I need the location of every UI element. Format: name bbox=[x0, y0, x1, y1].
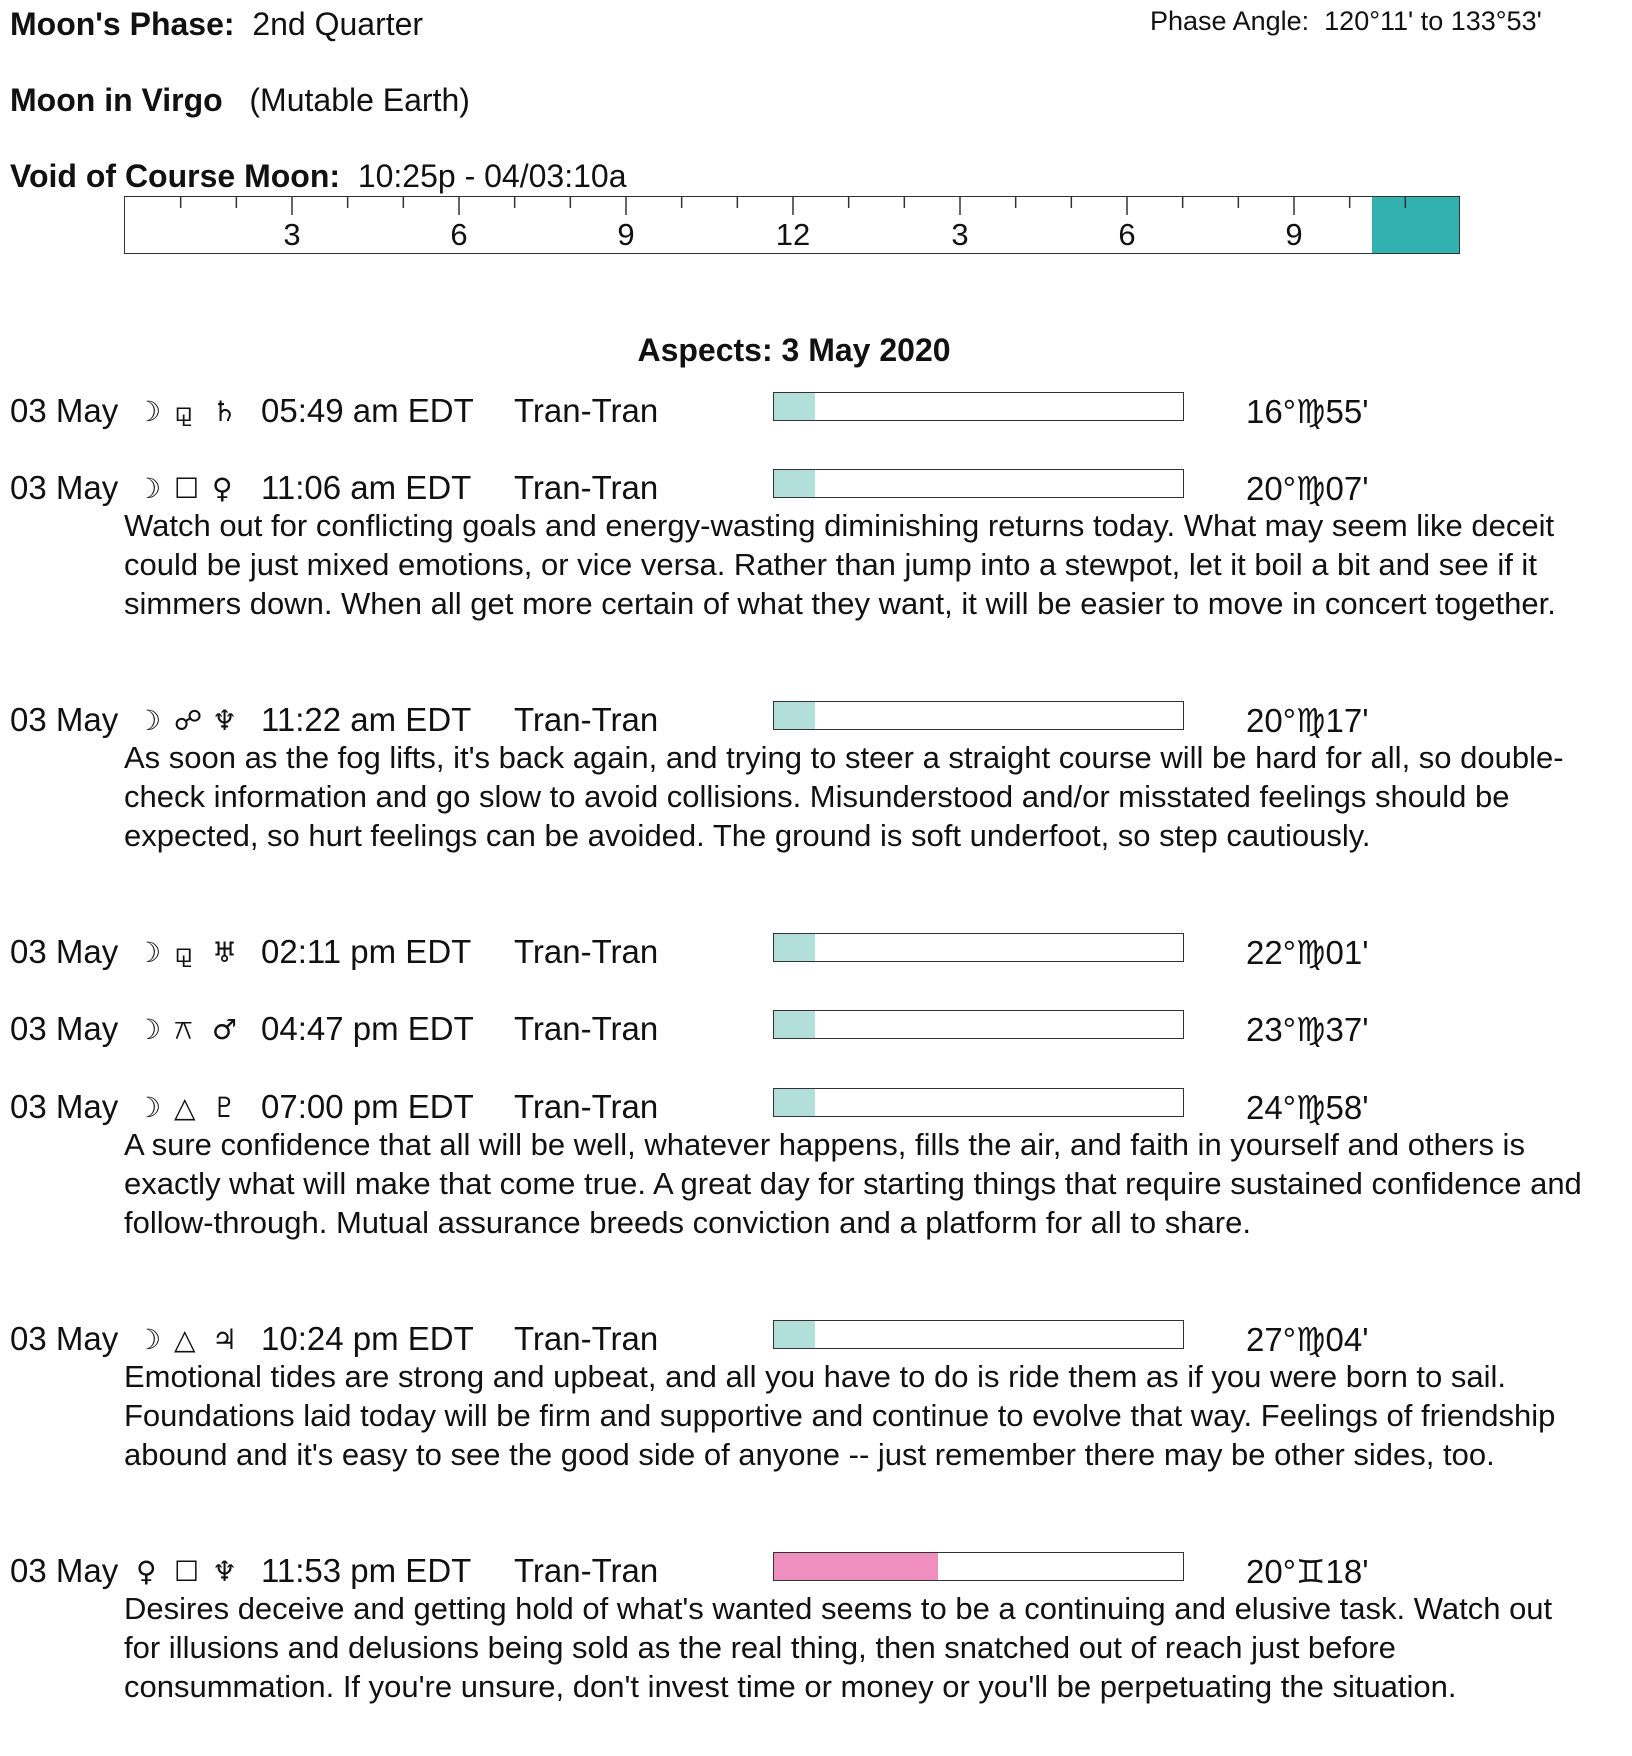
aspect-row bbox=[0, 701, 1632, 743]
aspect-icon: △ bbox=[174, 1323, 196, 1356]
moon-sign-detail: (Mutable Earth) bbox=[249, 82, 470, 118]
aspect-date: 03 May bbox=[10, 1010, 119, 1047]
planet-2-icon: ♅ bbox=[212, 936, 238, 969]
hour-label: 6 bbox=[1118, 217, 1136, 252]
voc-timeline bbox=[124, 196, 1460, 254]
aspect-strength-fill bbox=[774, 934, 815, 961]
aspect-description: As soon as the fog lifts, it's back again, and trying to steer a straight course will be hard for all, so double-check information and go slow to avoid collisions. Misunderstood and/or misstated feelings should be expected, so hurt feelings can be avoided. The ground is soft underfoot, so step cautiously. bbox=[124, 740, 1564, 853]
phase-angle-label: Phase Angle: bbox=[1150, 6, 1310, 36]
aspect-row bbox=[0, 469, 1632, 511]
moon-sign-line bbox=[10, 82, 470, 119]
aspect-strength-bar bbox=[773, 1010, 1184, 1039]
aspect-description: Emotional tides are strong and upbeat, and all you have to do is ride them as if you were born to sail. Foundations laid today will be firm and supportive and continue to evolve that way. Feelings of friendship abound and it's easy to see the good side of anyone -- just remember there may be other sides, too. bbox=[124, 1359, 1556, 1472]
aspect-icon: ⚼ bbox=[174, 936, 194, 969]
voc-label: Void of Course Moon: bbox=[10, 158, 341, 194]
aspect-row bbox=[0, 392, 1632, 434]
aspect-position: 27°♍04' bbox=[1246, 1321, 1369, 1358]
aspect-icon: ⚻ bbox=[174, 1013, 193, 1046]
aspect-type: Tran-Tran bbox=[514, 1552, 659, 1589]
aspect-strength-bar bbox=[773, 469, 1184, 498]
moon-phase-line bbox=[10, 6, 423, 43]
planet-2-icon: ♂ bbox=[212, 1013, 238, 1046]
planet-1-icon: ☽ bbox=[136, 395, 162, 428]
moon-sign-label: Moon in Virgo bbox=[10, 82, 223, 118]
planet-2-icon: ♃ bbox=[212, 1323, 238, 1356]
aspect-row bbox=[0, 1552, 1632, 1594]
aspect-strength-fill bbox=[774, 1089, 815, 1116]
hour-label: 9 bbox=[1285, 217, 1303, 252]
planet-1-icon: ☽ bbox=[136, 704, 162, 737]
aspect-description: A sure confidence that all will be well, whatever happens, fills the air, and faith in yourself and others is exactly what will make that come true. A great day for starting things that require sustained confidence and follow-through. Mutual assurance breeds conviction and a platform for all to share. bbox=[124, 1127, 1582, 1240]
aspect-icon: ☍ bbox=[174, 704, 203, 737]
aspect-strength-fill bbox=[774, 470, 815, 497]
aspect-time: 04:47 pm EDT bbox=[261, 1010, 474, 1047]
aspect-time: 10:24 pm EDT bbox=[261, 1320, 474, 1357]
aspect-icon: ☐ bbox=[174, 1555, 200, 1588]
aspect-date: 03 May bbox=[10, 1320, 119, 1357]
aspect-type: Tran-Tran bbox=[514, 701, 659, 738]
planet-1-icon: ☽ bbox=[136, 936, 162, 969]
aspect-icon: ⚼ bbox=[174, 395, 194, 428]
aspect-type: Tran-Tran bbox=[514, 1088, 659, 1125]
aspect-time: 05:49 am EDT bbox=[261, 392, 474, 429]
aspect-date: 03 May bbox=[10, 392, 119, 429]
aspect-icon: ☐ bbox=[174, 472, 200, 505]
aspect-strength-bar bbox=[773, 933, 1184, 962]
planet-1-icon: ♀ bbox=[136, 1555, 157, 1588]
aspect-icon: △ bbox=[174, 1091, 196, 1124]
aspect-type: Tran-Tran bbox=[514, 1010, 659, 1047]
aspect-time: 11:22 am EDT bbox=[261, 701, 472, 738]
planet-2-icon: ♆ bbox=[212, 704, 238, 737]
aspect-date: 03 May bbox=[10, 469, 119, 506]
planet-1-icon: ☽ bbox=[136, 472, 162, 505]
planet-2-icon: ♇ bbox=[212, 1091, 238, 1124]
aspect-strength-fill bbox=[774, 702, 815, 729]
aspect-type: Tran-Tran bbox=[514, 392, 659, 429]
phase-angle-value: 120°11' to 133°53' bbox=[1324, 6, 1542, 36]
aspect-position: 20°♍07' bbox=[1246, 470, 1369, 507]
hour-label: 3 bbox=[283, 217, 301, 252]
hour-label: 6 bbox=[450, 217, 468, 252]
aspect-time: 11:53 pm EDT bbox=[261, 1552, 472, 1589]
aspect-strength-bar bbox=[773, 1552, 1184, 1581]
aspect-type: Tran-Tran bbox=[514, 933, 659, 970]
voc-line bbox=[10, 158, 626, 195]
aspect-strength-fill bbox=[774, 1553, 938, 1580]
moon-phase-value: 2nd Quarter bbox=[252, 6, 424, 42]
aspect-row bbox=[0, 1010, 1632, 1052]
aspect-position: 24°♍58' bbox=[1246, 1089, 1369, 1126]
aspect-strength-bar bbox=[773, 392, 1184, 421]
aspect-date: 03 May bbox=[10, 1552, 119, 1589]
aspect-position: 22°♍01' bbox=[1246, 934, 1369, 971]
aspect-position: 23°♍37' bbox=[1246, 1011, 1369, 1048]
aspect-position: 20°♍17' bbox=[1246, 702, 1369, 739]
aspect-row bbox=[0, 933, 1632, 975]
planet-1-icon: ☽ bbox=[136, 1091, 162, 1124]
aspect-position: 16°♍55' bbox=[1246, 393, 1369, 430]
voc-value: 10:25p - 04/03:10a bbox=[357, 158, 627, 194]
aspect-strength-bar bbox=[773, 1320, 1184, 1349]
hour-label: 12 bbox=[775, 217, 811, 252]
aspect-description: Watch out for conflicting goals and energy-wasting diminishing returns today. What may seem like deceit could be just mixed emotions, or vice versa. Rather than jump into a stewpot, let it boil a bit and see if it simmers down. When all get more certain of what they want, it will be easier to move in concert together. bbox=[124, 508, 1556, 621]
aspect-time: 11:06 am EDT bbox=[261, 469, 472, 506]
aspects-title: Aspects: 3 May 2020 bbox=[637, 332, 951, 368]
hour-label: 9 bbox=[617, 217, 635, 252]
phase-angle bbox=[1150, 6, 1542, 37]
moon-phase-label: Moon's Phase: bbox=[10, 6, 235, 42]
aspect-description: Desires deceive and getting hold of what's wanted seems to be a continuing and elusive task. Watch out for illusions and delusions being sold as the real thing, then snatched out of reach just before consummation. If you're unsure, don't invest time or money or you'll be perpetuating the situation. bbox=[124, 1591, 1553, 1704]
planet-2-icon: ♄ bbox=[212, 395, 238, 428]
aspect-date: 03 May bbox=[10, 701, 119, 738]
planet-2-icon: ♀ bbox=[212, 472, 233, 505]
aspect-type: Tran-Tran bbox=[514, 1320, 659, 1357]
planet-2-icon: ♆ bbox=[212, 1555, 238, 1588]
aspect-strength-fill bbox=[774, 393, 815, 420]
aspect-date: 03 May bbox=[10, 1088, 119, 1125]
aspect-date: 03 May bbox=[10, 933, 119, 970]
aspect-type: Tran-Tran bbox=[514, 469, 659, 506]
aspect-row bbox=[0, 1088, 1632, 1130]
hour-label: 3 bbox=[951, 217, 969, 252]
aspect-strength-fill bbox=[774, 1321, 815, 1348]
aspect-strength-fill bbox=[774, 1011, 815, 1038]
aspect-strength-bar bbox=[773, 701, 1184, 730]
aspect-time: 07:00 pm EDT bbox=[261, 1088, 474, 1125]
aspect-position: 20°♊18' bbox=[1246, 1553, 1369, 1590]
aspect-time: 02:11 pm EDT bbox=[261, 933, 472, 970]
planet-1-icon: ☽ bbox=[136, 1323, 162, 1356]
aspect-strength-bar bbox=[773, 1088, 1184, 1117]
aspect-row bbox=[0, 1320, 1632, 1362]
planet-1-icon: ☽ bbox=[136, 1013, 162, 1046]
